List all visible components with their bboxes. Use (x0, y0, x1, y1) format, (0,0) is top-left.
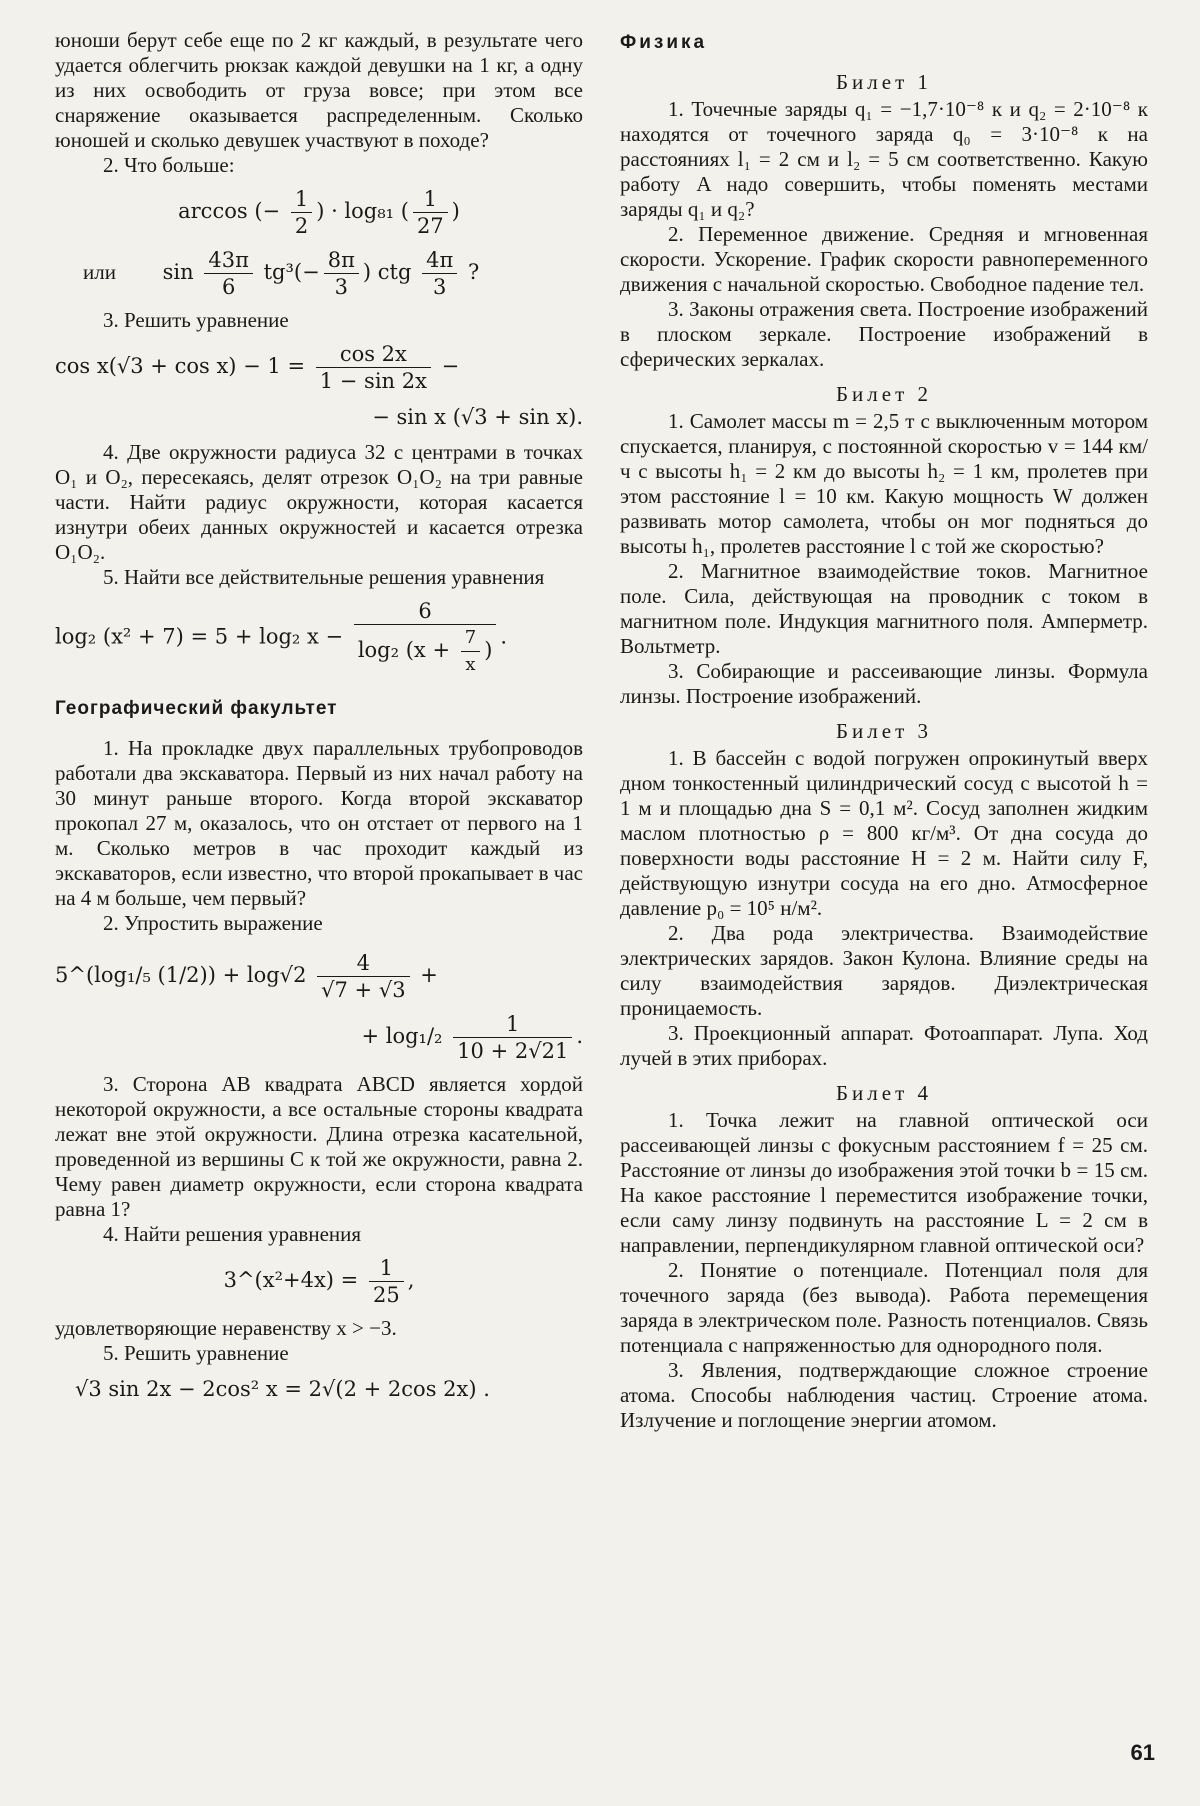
formula-geo-2 (55, 950, 583, 1003)
f-text: + (420, 963, 438, 987)
f-den: 6 (221, 275, 236, 299)
ticket-4-q1: 1. Точка лежит на главной оптической оси рассеивающей линзы с фокусным расстоянием f = 25 см. Расстояние от линзы до изображения этой точки b = 15 см. На какое расстояние l переместится изображение точки, если саму линзу подвинуть на расстояние L = 2 см в направлении, перпендикулярном главной оптической оси? (620, 1108, 1148, 1257)
f-text: cos x(√3 + cos x) − 1 = (55, 354, 306, 378)
f-text: . (576, 1024, 583, 1048)
formula-eq-3-line2: − sin x (√3 + sin x). (372, 405, 583, 429)
f-num: cos 2x (316, 341, 431, 368)
f-num: 1 (369, 1255, 404, 1282)
f-num: 43π (204, 247, 253, 274)
f-text: ctg (377, 260, 412, 284)
problem-2: 2. Что больше: (103, 153, 235, 177)
ticket-1-q1: 1. Точечные заряды q₁ = −1,7·10⁻⁸ к и q₂ = 2·10⁻⁸ к находятся от точечного заряда q₀ = 3·10⁻⁸ к на расстояниях l₁ = 2 см и l₂ = 5 см соответственно. Какую работу A надо совершить, чтобы поменять местами заряды q₁ и q₂? (620, 97, 1148, 221)
f-den: 25 (372, 1283, 400, 1307)
f-num: 4π (422, 247, 457, 274)
f-num: 7 (461, 625, 480, 652)
f-text: − (441, 354, 460, 378)
f-text: ? (467, 260, 480, 284)
ticket-1-q2: 2. Переменное движение. Средняя и мгновенная скорости. Ускорение. График скорости равнопеременного движения с начальной скоростью. Свободное падение тел. (620, 222, 1148, 296)
ticket-2-q1: 1. Самолет массы m = 2,5 т с выключенным мотором спускается, планируя, с постоянной скоростью v = 144 км/ч с высоты h₁ = 2 км до высоты h₂ = 1 км, пролетев при этом расстояние l = 10 км. Какую мощность W должен развивать мотор самолета, чтобы он мог подняться до высоты h₁, пролетев расстояние l с той же скоростью? (620, 409, 1148, 558)
left-column (55, 28, 583, 1412)
ticket-3-title: Билет 3 (835, 719, 933, 743)
f-den: x (465, 654, 476, 675)
f-num: 8π (324, 247, 359, 274)
fraction (354, 598, 497, 678)
formula-eq-5 (55, 598, 583, 678)
intro-paragraph: юноши берут себе еще по 2 кг каждый, в результате чего удается облегчить рюкзак каждой девушки на 1 кг, а одну из них освободить от груза вовсе; при этом все снаряжение оказывается распределенным. Сколько юношей и сколько девушек участвуют в походе? (55, 28, 583, 152)
f-den: √7 + √3 (321, 978, 406, 1002)
formula-compare-2: или sin $\frac{43\pi}{6}$ tg³(− $\frac{8\pi}{3}$ ) ctg $\frac{4\pi}{3}$ ? (83, 248, 480, 299)
f-den: 10 + 2√21 (457, 1039, 569, 1063)
page-number: 61 (1130, 1740, 1155, 1765)
fraction (413, 186, 448, 239)
fraction (461, 625, 480, 678)
f-or: или (83, 260, 116, 284)
f-text: + log₁/₂ (361, 1024, 443, 1048)
formula-eq-3 (55, 341, 583, 394)
f-text: log₂ (x² + 7) = 5 + log₂ x − (55, 624, 344, 649)
ticket-4-q3: 3. Явления, подтверждающие сложное строение атома. Способы наблюдения частиц. Строение атома. Излучение и поглощение энергии атомом. (620, 1358, 1148, 1432)
f-num: 1 (453, 1011, 572, 1038)
ticket-2-q3: 3. Собирающие и рассеивающие линзы. Формула линзы. Построение изображений. (620, 659, 1148, 708)
section-title-geography: Географический факультет (55, 698, 338, 719)
ticket-3-q3: 3. Проекционный аппарат. Фотоаппарат. Лупа. Ход лучей в этих приборах. (620, 1021, 1148, 1070)
f-num: 6 (354, 598, 497, 625)
right-column (620, 28, 1148, 1433)
f-den: 3 (432, 275, 447, 299)
f-text: log₂ (357, 638, 400, 662)
f-text: · log₈₁ (331, 199, 395, 223)
f-text: arccos (178, 199, 248, 223)
ticket-4-q2: 2. Понятие о потенциале. Потенциал поля для точечного заряда (без вывода). Работа перемещения заряда в электрическом поле. Разность потенциалов. Связь потенциала с напряженностью для однородного поля. (620, 1258, 1148, 1357)
f-text: , (407, 1268, 415, 1292)
geo-problem-5: 5. Решить уравнение (103, 1341, 289, 1365)
f-text: − (262, 199, 281, 223)
problem-3: 3. Решить уравнение (103, 308, 289, 332)
f-den: 27 (416, 214, 444, 238)
f-num: 1 (413, 186, 448, 213)
f-num: 4 (317, 950, 409, 977)
fraction (291, 186, 312, 239)
geo-problem-1: 1. На прокладке двух параллельных трубопроводов работали два экскаватора. Первый из них начал работу на 30 минут раньше второго. Когда второй экскаватор прокопал 27 м, оказалось, что он отстает от первого на 1 м. Сколько метров в час проходит каждый из экскаваторов, если известно, что второй прокапывает в час на 4 м больше, чем первый? (55, 736, 583, 910)
geo-problem-4: 4. Найти решения уравнения (103, 1222, 362, 1246)
f-den: 3 (334, 275, 348, 299)
geo-problem-2: 2. Упростить выражение (103, 911, 323, 935)
ticket-1-title: Билет 1 (835, 70, 933, 94)
fraction (369, 1255, 404, 1308)
f-text: . (500, 624, 508, 649)
ticket-1-q3: 3. Законы отражения света. Построение изображений в плоском зеркале. Построение изображений в сферических зеркалах. (620, 297, 1148, 371)
formula-geo-5: √3 sin 2x − 2cos² x = 2√(2 + 2cos 2x) . (75, 1377, 490, 1401)
formula-compare-1: arccos (− $\frac{1}{2}$ ) · log₈₁ ( $\frac{1}{27}$ ) (178, 187, 460, 238)
geo-problem-3: 3. Сторона AB квадрата ABCD является хордой некоторой окружности, а все остальные стороны квадрата лежат вне этой окружности. Длина отрезка касательной, проведенной из вершины C к той же окружности, равна 2. Чему равен диаметр окружности, если сторона квадрата равна 1? (55, 1072, 583, 1221)
section-title-physics: Физика (620, 32, 708, 53)
ticket-2-title: Билет 2 (835, 382, 933, 406)
f-text: + log√2 (222, 963, 307, 987)
formula-geo-4 (55, 1255, 583, 1308)
ticket-3-q2: 2. Два рода электричества. Взаимодействие электрических зарядов. Закон Кулона. Влияние среды на силу взаимодействия зарядов. Диэлектрическая проницаемость. (620, 921, 1148, 1020)
problem-4: 4. Две окружности радиуса 32 с центрами в точках O₁ и O₂, пересекаясь, делят отрезок O₁O₂ на три равные части. Найти радиус окружности, которая касается изнутри обеих данных окружностей и касается отрезка O₁O₂. (55, 440, 583, 564)
f-text: tg³ (263, 260, 294, 284)
fraction (453, 1011, 572, 1064)
ticket-2-q2: 2. Магнитное взаимодействие токов. Магнитное поле. Сила, действующая на проводник с током в магнитном поле. Индукция магнитного поля. Амперметр. Вольтметр. (620, 559, 1148, 658)
f-text: sin (162, 260, 194, 284)
fraction (316, 341, 431, 394)
f-den: 1 − sin 2x (319, 369, 427, 393)
fraction (317, 950, 409, 1003)
f-text: 3^(x²+4x) = (223, 1268, 359, 1292)
f-den: 2 (294, 214, 309, 238)
geo-problem-4-condition: удовлетворяющие неравенству x > −3. (55, 1316, 397, 1340)
f-text: 5^(log₁/₅ (1/2)) (55, 963, 216, 987)
ticket-3-q1: 1. В бассейн с водой погружен опрокинутый вверх дном тонкостенный цилиндрический сосуд с высотой h = 1 м и площадью дна S = 0,1 м². Сосуд заполнен жидким маслом плотностью ρ = 800 кг/м³. От дна сосуда до поверхности воды расстояние H = 2 м. Найти силу F, действующую изнутри сосуда на его дно. Атмосферное давление p₀ = 10⁵ н/м². (620, 746, 1148, 920)
f-num: 1 (291, 186, 312, 213)
f-text: ) (484, 638, 493, 662)
fraction (422, 247, 457, 300)
problem-5: 5. Найти все действительные решения уравнения (103, 565, 545, 589)
f-text: (x + (405, 638, 451, 662)
f-den (354, 625, 497, 678)
ticket-4-title: Билет 4 (835, 1081, 933, 1105)
fraction (204, 247, 253, 300)
formula-geo-2-line2 (55, 1011, 583, 1064)
fraction (324, 247, 359, 300)
